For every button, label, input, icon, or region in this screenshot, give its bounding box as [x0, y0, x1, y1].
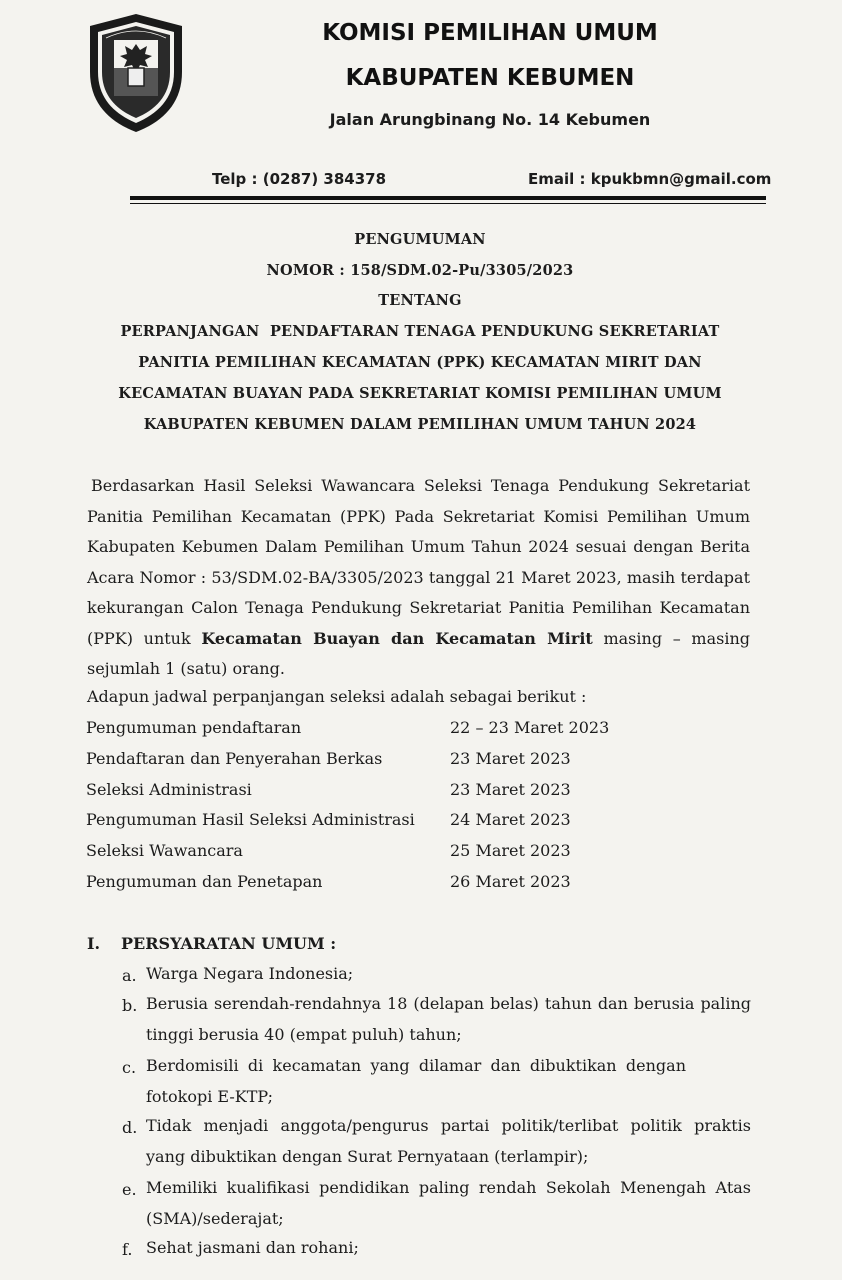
- list-item-text: Memiliki kualifikasi pendidikan paling rendah Sekolah Menengah Atas (SMA)/sederajat;: [146, 1178, 751, 1228]
- section-title: PERSYARATAN UMUM :: [121, 934, 337, 953]
- subject-line: KABUPATEN KEBUMEN DALAM PEMILIHAN UMUM TAHUN 2024: [143, 416, 697, 433]
- list-item-letter: c.: [122, 1058, 137, 1077]
- list-item-text: Sehat jasmani dan rohani;: [146, 1238, 359, 1257]
- schedule-date: 24 Maret 2023: [450, 810, 571, 829]
- schedule-label: Pengumuman Hasil Seleksi Administrasi: [86, 810, 415, 829]
- schedule-date: 22 – 23 Maret 2023: [450, 718, 610, 737]
- schedule-label: Pendaftaran dan Penyerahan Berkas: [86, 749, 383, 768]
- list-item-letter: d.: [122, 1118, 138, 1137]
- letterhead-phone: Telp : (0287) 384378: [212, 170, 387, 188]
- letterhead-rule-thin: [130, 203, 766, 204]
- letterhead-address: Jalan Arungbinang No. 14 Kebumen: [329, 110, 651, 129]
- schedule-label: Pengumuman dan Penetapan: [86, 872, 323, 891]
- intro-text: Berdasarkan Hasil Seleksi Wawancara Seleksi Tenaga Pendukung Sekretariat Panitia Pemilihan Kecamatan (PPK) Pada Sekretariat Komisi Pemilihan Umum Kabupaten Kebumen Dalam Pemilihan Umum Tahun 2024 sesuai dengan Berita Acara Nomor : 53/SDM.02-BA/3305/2023 tanggal 21 Maret 2023, masih terdapat kekurangan Calon Tenaga Pendukung Sekretariat Panitia Pemilihan Kecamatan (PPK) untuk: [87, 476, 750, 648]
- schedule-label: Seleksi Administrasi: [86, 780, 252, 799]
- schedule-label: Pengumuman pendaftaran: [86, 718, 302, 737]
- schedule-date: 23 Maret 2023: [450, 749, 571, 768]
- list-item-letter: e.: [122, 1180, 137, 1199]
- letterhead-title: KOMISI PEMILIHAN UMUM: [322, 20, 658, 46]
- intro-paragraph: [87, 471, 750, 685]
- list-item-letter: b.: [122, 996, 138, 1015]
- announcement-about: TENTANG: [378, 292, 462, 309]
- section-heading: [87, 934, 336, 953]
- schedule-label: Seleksi Wawancara: [86, 841, 243, 860]
- schedule-date: 23 Maret 2023: [450, 780, 571, 799]
- list-item-letter: a.: [122, 966, 137, 985]
- schedule-date: 26 Maret 2023: [450, 872, 571, 891]
- announcement-type: PENGUMUMAN: [354, 231, 486, 248]
- list-item-text: Warga Negara Indonesia;: [146, 964, 354, 983]
- subject-line: PERPANJANGAN PENDAFTARAN TENAGA PENDUKUNG SEKRETARIAT: [120, 323, 720, 340]
- letterhead-rule-thick: [130, 196, 766, 200]
- list-item-text: Berusia serendah-rendahnya 18 (delapan belas) tahun dan berusia paling tinggi berusia 40 (empat puluh) tahun;: [146, 994, 751, 1044]
- subject-line: PANITIA PEMILIHAN KECAMATAN (PPK) KECAMATAN MIRIT DAN: [138, 354, 702, 371]
- letterhead-email: Email : kpukbmn@gmail.com: [528, 170, 772, 188]
- list-item-text: Tidak menjadi anggota/pengurus partai politik/terlibat politik praktis yang dibuktikan dengan Surat Pernyataan (terlampir);: [146, 1116, 751, 1166]
- letterhead-subtitle: KABUPATEN KEBUMEN: [345, 65, 635, 91]
- schedule-intro: Adapun jadwal perpanjangan seleksi adalah sebagai berikut :: [87, 687, 587, 706]
- announcement-number: NOMOR : 158/SDM.02-Pu/3305/2023: [266, 262, 574, 279]
- intro-end-text: masing – masing sejumlah 1 (satu) orang.: [87, 628, 751, 678]
- list-item-letter: f.: [122, 1240, 133, 1259]
- list-item-text: Berdomisili di kecamatan yang dilamar dan dibuktikan dengan fotokopi E-KTP;: [146, 1056, 686, 1106]
- subject-line: KECAMATAN BUAYAN PADA SEKRETARIAT KOMISI PEMILIHAN UMUM: [118, 385, 722, 402]
- schedule-date: 25 Maret 2023: [450, 841, 571, 860]
- intro-bold-text: Kecamatan Buayan dan Kecamatan Mirit: [201, 628, 593, 648]
- section-number: I.: [87, 934, 101, 953]
- kpu-logo-emblem: [84, 12, 188, 134]
